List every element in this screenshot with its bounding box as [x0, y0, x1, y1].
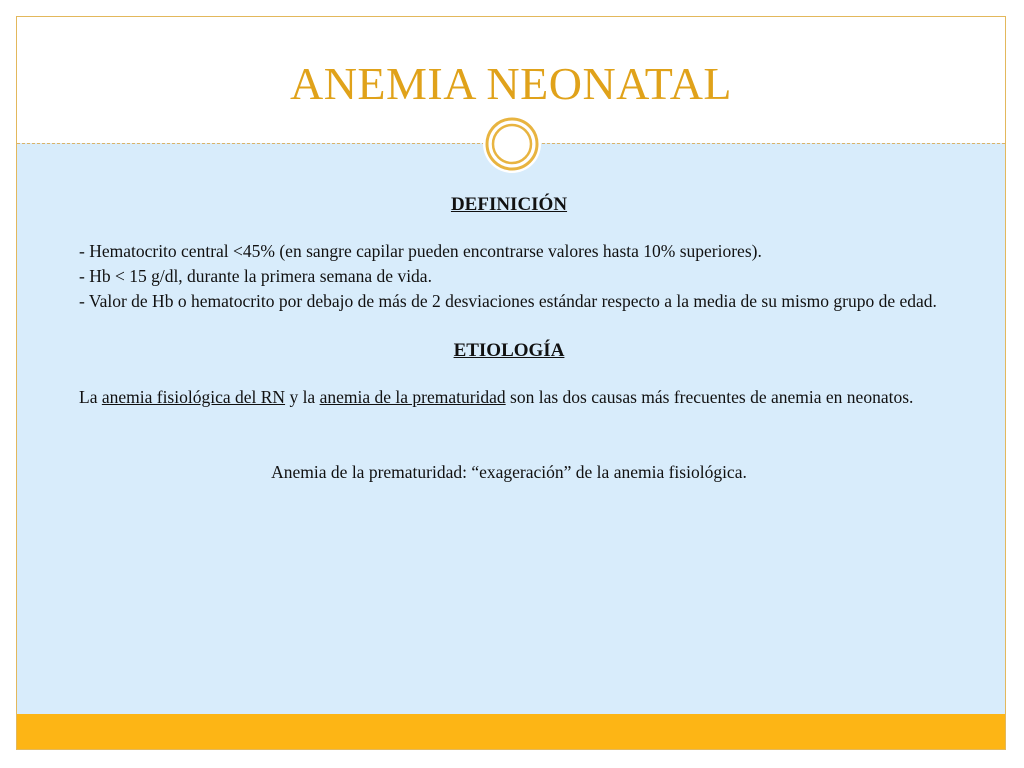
definition-line: - Hb < 15 g/dl, durante la primera semana de vida.: [79, 266, 432, 286]
definition-list: [79, 239, 939, 314]
etiology-text-end: son las dos causas más frecuentes de anemia en neonatos.: [505, 387, 914, 407]
slide: [16, 16, 1006, 750]
etiology-heading: ETIOLOGÍA: [453, 340, 565, 361]
prematurity-anemia-term: anemia de la prematuridad: [319, 387, 506, 407]
definition-line: - Valor de Hb o hematocrito por debajo de más de 2 desviaciones estándar respecto a la media de su mismo grupo de edad.: [79, 291, 937, 311]
definition-heading: DEFINICIÓN: [450, 194, 568, 215]
etiology-note: Anemia de la prematuridad: “exageración” de la anemia fisiológica.: [271, 462, 747, 482]
slide-title: ANEMIA NEONATAL: [289, 58, 733, 109]
bottom-bar: [17, 714, 1005, 749]
double-ring-icon: [483, 115, 541, 173]
etiology-text-mid: y la: [285, 387, 320, 407]
etiology-text-start: La: [79, 387, 102, 407]
etiology-paragraph: [79, 385, 939, 410]
physiological-anemia-term: anemia fisiológica del RN: [101, 387, 286, 407]
definition-line: - Hematocrito central <45% (en sangre capilar pueden encontrarse valores hasta 10% superiores).: [79, 241, 762, 261]
content-area: [79, 192, 939, 503]
